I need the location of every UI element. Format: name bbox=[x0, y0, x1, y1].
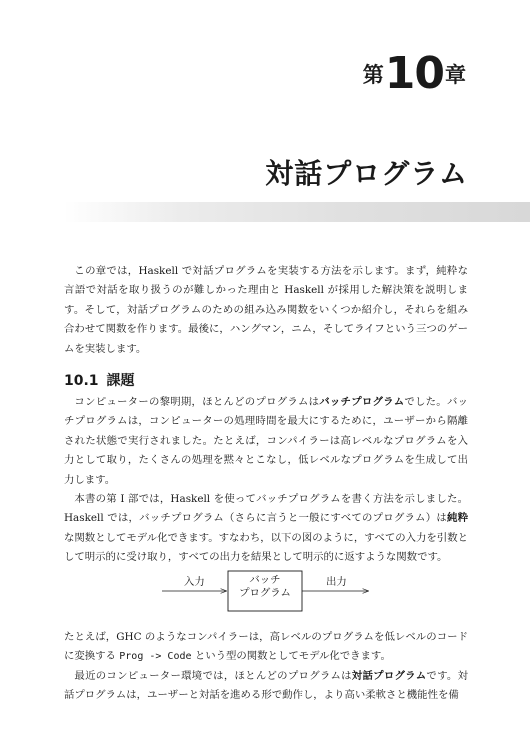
batch-program-box-label bbox=[228, 574, 302, 600]
output-label: 出力 bbox=[326, 576, 347, 588]
paragraph-batch bbox=[64, 393, 468, 490]
term-batch-program: バッチプログラム bbox=[319, 396, 405, 408]
intro-paragraph: この章では，Haskell で対話プログラムを実装する方法を示します。まず，純粋な言語で対話を取り扱うのが難しかった理由と Haskell が採用した解決策を説明します。そして，対話プログラムのための組み込み関数をいくつか紹介し，それらを組み合わせて関数を作ります。最後に，ハングマン，ニム，そしてライフという三つのゲームを実装します。 bbox=[64, 265, 468, 355]
box-label-line1: バッチ bbox=[249, 574, 281, 586]
intro-section bbox=[64, 262, 468, 359]
paragraph-pure-text-b: な関数としてモデル化できます。すなわち，以下の図のように，すべての入力を引数として明示的に受け取り，すべての出力を結果として明示的に返すような関数です。 bbox=[64, 531, 468, 564]
section-title: 課題 bbox=[106, 373, 135, 389]
chapter-title: 対話プログラム bbox=[265, 157, 468, 190]
paragraph-interactive bbox=[64, 667, 468, 706]
paragraph-compiler bbox=[64, 628, 468, 667]
chapter-number-label bbox=[362, 48, 466, 99]
box-label-line2: プログラム bbox=[239, 587, 291, 599]
type-signature-code: Prog -> Code bbox=[119, 651, 192, 663]
chapter-suffix: 章 bbox=[445, 63, 466, 87]
paragraph-interactive-text-b: です。対話プログラムは，ユーザーと対話を進める形で動作し，より高い柔軟さと機能性を備 bbox=[64, 669, 468, 702]
paragraph-batch-text-a: コンピューターの黎明期，ほとんどのプログラムは bbox=[74, 396, 320, 408]
paragraph-batch-text-b: でした。バッチプログラムは，コンピューターの処理時間を最大にするために，ユーザーから隔離された状態で実行されました。たとえば，コンパイラーは高レベルなプログラムを入力として取り，たくさんの処理を黙々とこなし，低レベルなプログラムを生成して出力します。 bbox=[64, 396, 469, 486]
term-pure: 純粋 bbox=[446, 512, 468, 525]
paragraph-compiler-text-b: という型の関数としてモデル化できます。 bbox=[191, 650, 391, 663]
lower-body bbox=[64, 628, 468, 706]
term-interactive-program: 対話プログラム bbox=[351, 669, 427, 682]
chapter-prefix: 第 bbox=[362, 63, 384, 87]
section-body bbox=[64, 393, 468, 568]
chapter-number: 10 bbox=[384, 48, 444, 99]
section-heading bbox=[64, 370, 135, 390]
paragraph-compiler-text-a: たとえば，GHC のようなコンパイラーは，高レベルのプログラムを低レベルのコードに変換する bbox=[64, 631, 468, 663]
section-number: 10.1 bbox=[64, 373, 99, 389]
paragraph-pure bbox=[64, 490, 468, 568]
paragraph-interactive-text-a: 最近のコンピューター環境では，ほとんどのプログラムは bbox=[74, 669, 352, 682]
paragraph-pure-text-a: 本書の第 I 部では，Haskell を使ってバッチプログラムを書く方法を示しました。Haskell では，バッチプログラム（さらに言うと一般にすべてのプログラム）は bbox=[64, 493, 468, 525]
chapter-header-band bbox=[64, 202, 530, 222]
batch-program-diagram bbox=[150, 566, 380, 616]
input-label: 入力 bbox=[184, 576, 205, 588]
